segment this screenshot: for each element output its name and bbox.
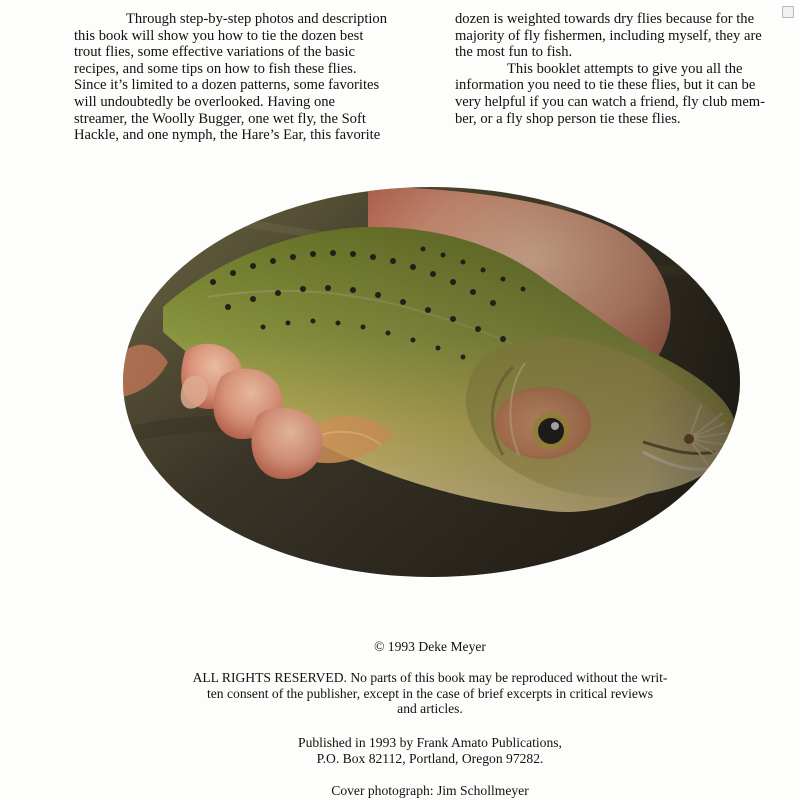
intro-left-line: trout flies, some effective variations of the basic xyxy=(74,44,355,61)
intro-left-column xyxy=(74,11,415,144)
published-line: Published in 1993 by Frank Amato Publications, xyxy=(298,735,562,750)
intro-left-line: this book will show you how to tie the dozen best xyxy=(74,27,364,44)
intro-right-column xyxy=(455,11,796,127)
rights-line: ten consent of the publisher, except in the case of brief excerpts in critical reviews xyxy=(207,685,653,701)
intro-right-line: ber, or a fly shop person tie these flies. xyxy=(455,110,681,127)
intro-left-line: Through step-by-step photos and description xyxy=(126,11,388,27)
intro-left-line: will undoubtedly be overlooked. Having one xyxy=(74,93,336,110)
intro-right-line: majority of fly fishermen, including myself, they are xyxy=(455,27,762,44)
copyright-block xyxy=(100,639,760,655)
cover-photo-credit: Cover photograph: Jim Schollmeyer xyxy=(331,783,529,798)
cover-photo-credit-block xyxy=(100,783,760,799)
rights-line: ALL RIGHTS RESERVED. No parts of this book may be reproduced without the writ- xyxy=(192,670,668,685)
intro-left-line: recipes, and some tips on how to fish these flies. xyxy=(74,60,357,77)
intro-right-line: information you need to tie these flies, but it can be xyxy=(455,77,756,94)
intro-right-line: dozen is weighted towards dry flies because for the xyxy=(455,11,755,27)
intro-right-line: very helpful if you can watch a friend, fly club mem- xyxy=(455,93,766,110)
copyright-line: © 1993 Deke Meyer xyxy=(374,639,486,654)
trout-photo-illustration xyxy=(123,187,740,577)
intro-left-line: streamer, the Woolly Bugger, one wet fly, the Soft xyxy=(74,110,366,127)
intro-left-line: Hackle, and one nymph, the Hare’s Ear, this favorite xyxy=(74,127,381,144)
intro-left-line: Since it’s limited to a dozen patterns, some favorites xyxy=(74,77,380,94)
rights-block xyxy=(100,670,760,717)
rights-line: and articles. xyxy=(397,701,463,717)
intro-right-line: This booklet attempts to give you all the xyxy=(507,60,743,77)
published-line: P.O. Box 82112, Portland, Oregon 97282. xyxy=(316,750,544,766)
published-block xyxy=(100,735,760,766)
trout-photo xyxy=(123,187,740,577)
intro-right-line: the most fun to fish. xyxy=(455,44,573,61)
